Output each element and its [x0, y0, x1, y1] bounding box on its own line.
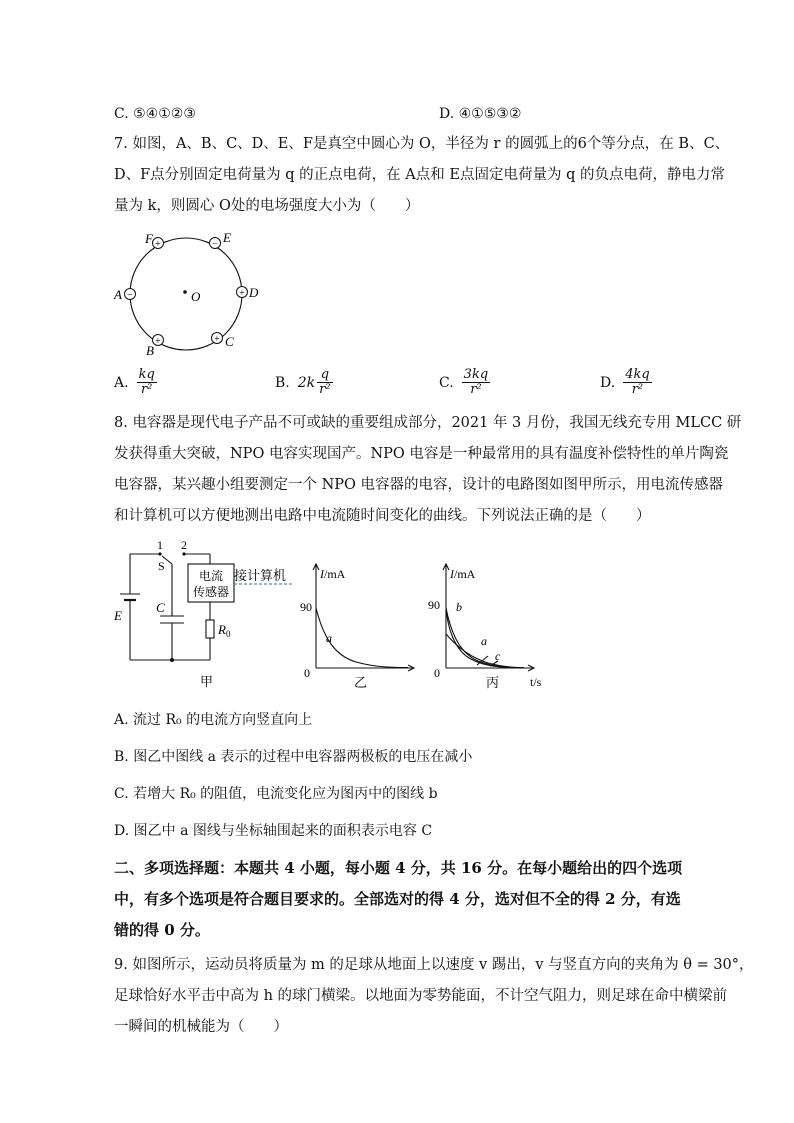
q9-stem-line-3: 一瞬间的机械能为（ ）: [114, 1019, 288, 1035]
point-label-e: E: [223, 230, 231, 245]
graph-yi-y-axis-label: I/mA: [320, 567, 346, 581]
contact-2-label: 2: [181, 538, 187, 552]
q7-option-c[interactable]: C. $\frac{3kq}{\text{r²}}$: [439, 367, 489, 397]
svg-text:−: −: [212, 239, 218, 250]
section2-heading-line-2: 中，有多个选项是符合题目要求的。全部选对的得 4 分，选对但不全的得 2 分，有选: [114, 890, 681, 908]
svg-text:+: +: [214, 334, 220, 345]
svg-text:+: +: [155, 239, 161, 250]
point-label-f: F: [145, 231, 153, 246]
charge-d-positive: [237, 287, 248, 300]
q7-option-b[interactable]: B. 2k $\frac{q}{\text{r²}}$: [275, 367, 331, 397]
q8-option-b[interactable]: B. 图乙中图线 a 表示的过程中电容器两极板的电压在减小: [114, 749, 473, 765]
q8-option-a[interactable]: A. 流过 R₀ 的电流方向竖直向上: [114, 712, 313, 728]
q8-figure: [110, 534, 550, 694]
point-label-b: B: [146, 343, 154, 358]
q7-stem-line-3: 量为 k，则圆心 O处的电场强度大小为（ ）: [114, 198, 420, 214]
prev-option-d[interactable]: D. ④①⑤③②: [439, 106, 522, 122]
q7-circle-figure: [108, 224, 268, 360]
sensor-label-2: 传感器: [192, 585, 230, 599]
graph-bing-curve-b: b: [456, 600, 462, 614]
section2-heading-line-1: 二、多项选择题：本题共 4 小题，每小题 4 分，共 16 分。在每小题给出的四个选项: [114, 859, 683, 877]
point-label-c: C: [225, 334, 234, 349]
q8-stem-line-2: 发获得重大突破，NPO 电容实现国产。NPO 电容是一种最常用的具有温度补偿特性的单片陶瓷: [114, 446, 729, 462]
caption-yi: 乙: [354, 675, 368, 690]
q8-option-c[interactable]: C. 若增大 R₀ 的阻值，电流变化应为图丙中的图线 b: [114, 786, 438, 802]
q7-option-d[interactable]: D. $\frac{4kq}{\text{r²}}$: [600, 367, 650, 397]
graph-bing-curve-c: c: [495, 649, 501, 663]
graph-yi-y-tick: 90: [300, 600, 312, 614]
svg-text:−: −: [127, 290, 133, 301]
graph-bing-y-tick: 90: [428, 598, 440, 612]
q8-option-d[interactable]: D. 图乙中 a 图线与坐标轴围起来的面积表示电容 C: [114, 823, 433, 839]
sensor-label-1: 电流: [198, 569, 224, 583]
q7-option-a[interactable]: A. $\frac{kq}{\text{r²}}$: [114, 367, 155, 397]
q7-stem-line-2: D、F点分别固定电荷量为 q 的正点电荷，在 A点和 E点固定电荷量为 q 的负点电荷，静电力常: [114, 167, 725, 183]
caption-jia: 甲: [200, 674, 214, 689]
q7-options: [114, 368, 674, 404]
center-label-o: O: [191, 289, 201, 304]
charge-a-negative: [125, 289, 136, 302]
q8-stem-line-3: 电容器，某兴趣小组要测定一个 NPO 电容器的电容，设计的电路图如图甲所示，用电流传感器: [114, 477, 724, 493]
prev-question-options: [114, 104, 714, 124]
graph-bing-x-axis-label: t/s: [530, 675, 542, 689]
q7-stem-line-1: 7. 如图，A、B、C、D、E、F是真空中圆心为 O，半径为 r 的圆弧上的6个等分点，在 B、C、: [114, 136, 730, 152]
graph-bing-origin: 0: [434, 666, 440, 680]
section2-heading-line-3: 错的得 0 分。: [114, 921, 210, 939]
caption-bing: 丙: [486, 675, 500, 690]
point-label-d: D: [249, 285, 259, 300]
point-label-a: A: [114, 287, 122, 302]
q9-stem-line-1: 9. 如图所示，运动员将质量为 m 的足球从地面上以速度 v 踢出，v 与竖直方向的夹角为 θ = 30°，: [114, 957, 754, 973]
q8-stem-line-4: 和计算机可以方便地测出电路中电流随时间变化的曲线。下列说法正确的是（ ）: [114, 508, 651, 524]
graph-bing-y-axis-label: I/mA: [450, 567, 476, 581]
q9-stem-line-2: 足球恰好水平击中高为 h 的球门横梁。以地面为零势能面，不计空气阻力，则足球在命中横梁前: [114, 988, 728, 1004]
switch-label: S: [158, 559, 165, 573]
contact-1-label: 1: [157, 538, 163, 552]
capacitor-label: C: [156, 600, 165, 615]
prev-option-c[interactable]: C. ⑤④①②③: [114, 106, 196, 122]
computer-label: 接计算机: [234, 568, 287, 583]
battery-label: E: [114, 608, 122, 623]
svg-text:+: +: [155, 336, 161, 347]
graph-yi-origin: 0: [304, 666, 310, 680]
svg-text:+: +: [239, 288, 245, 299]
resistor-label: $R_0$: [218, 622, 231, 639]
graph-bing-curve-a: a: [481, 634, 487, 648]
graph-yi-curve-label: a: [326, 631, 332, 645]
q8-stem-line-1: 8. 电容器是现代电子产品不可或缺的重要组成部分，2021 年 3 月份，我国无线充专用 MLCC 研: [114, 415, 742, 431]
